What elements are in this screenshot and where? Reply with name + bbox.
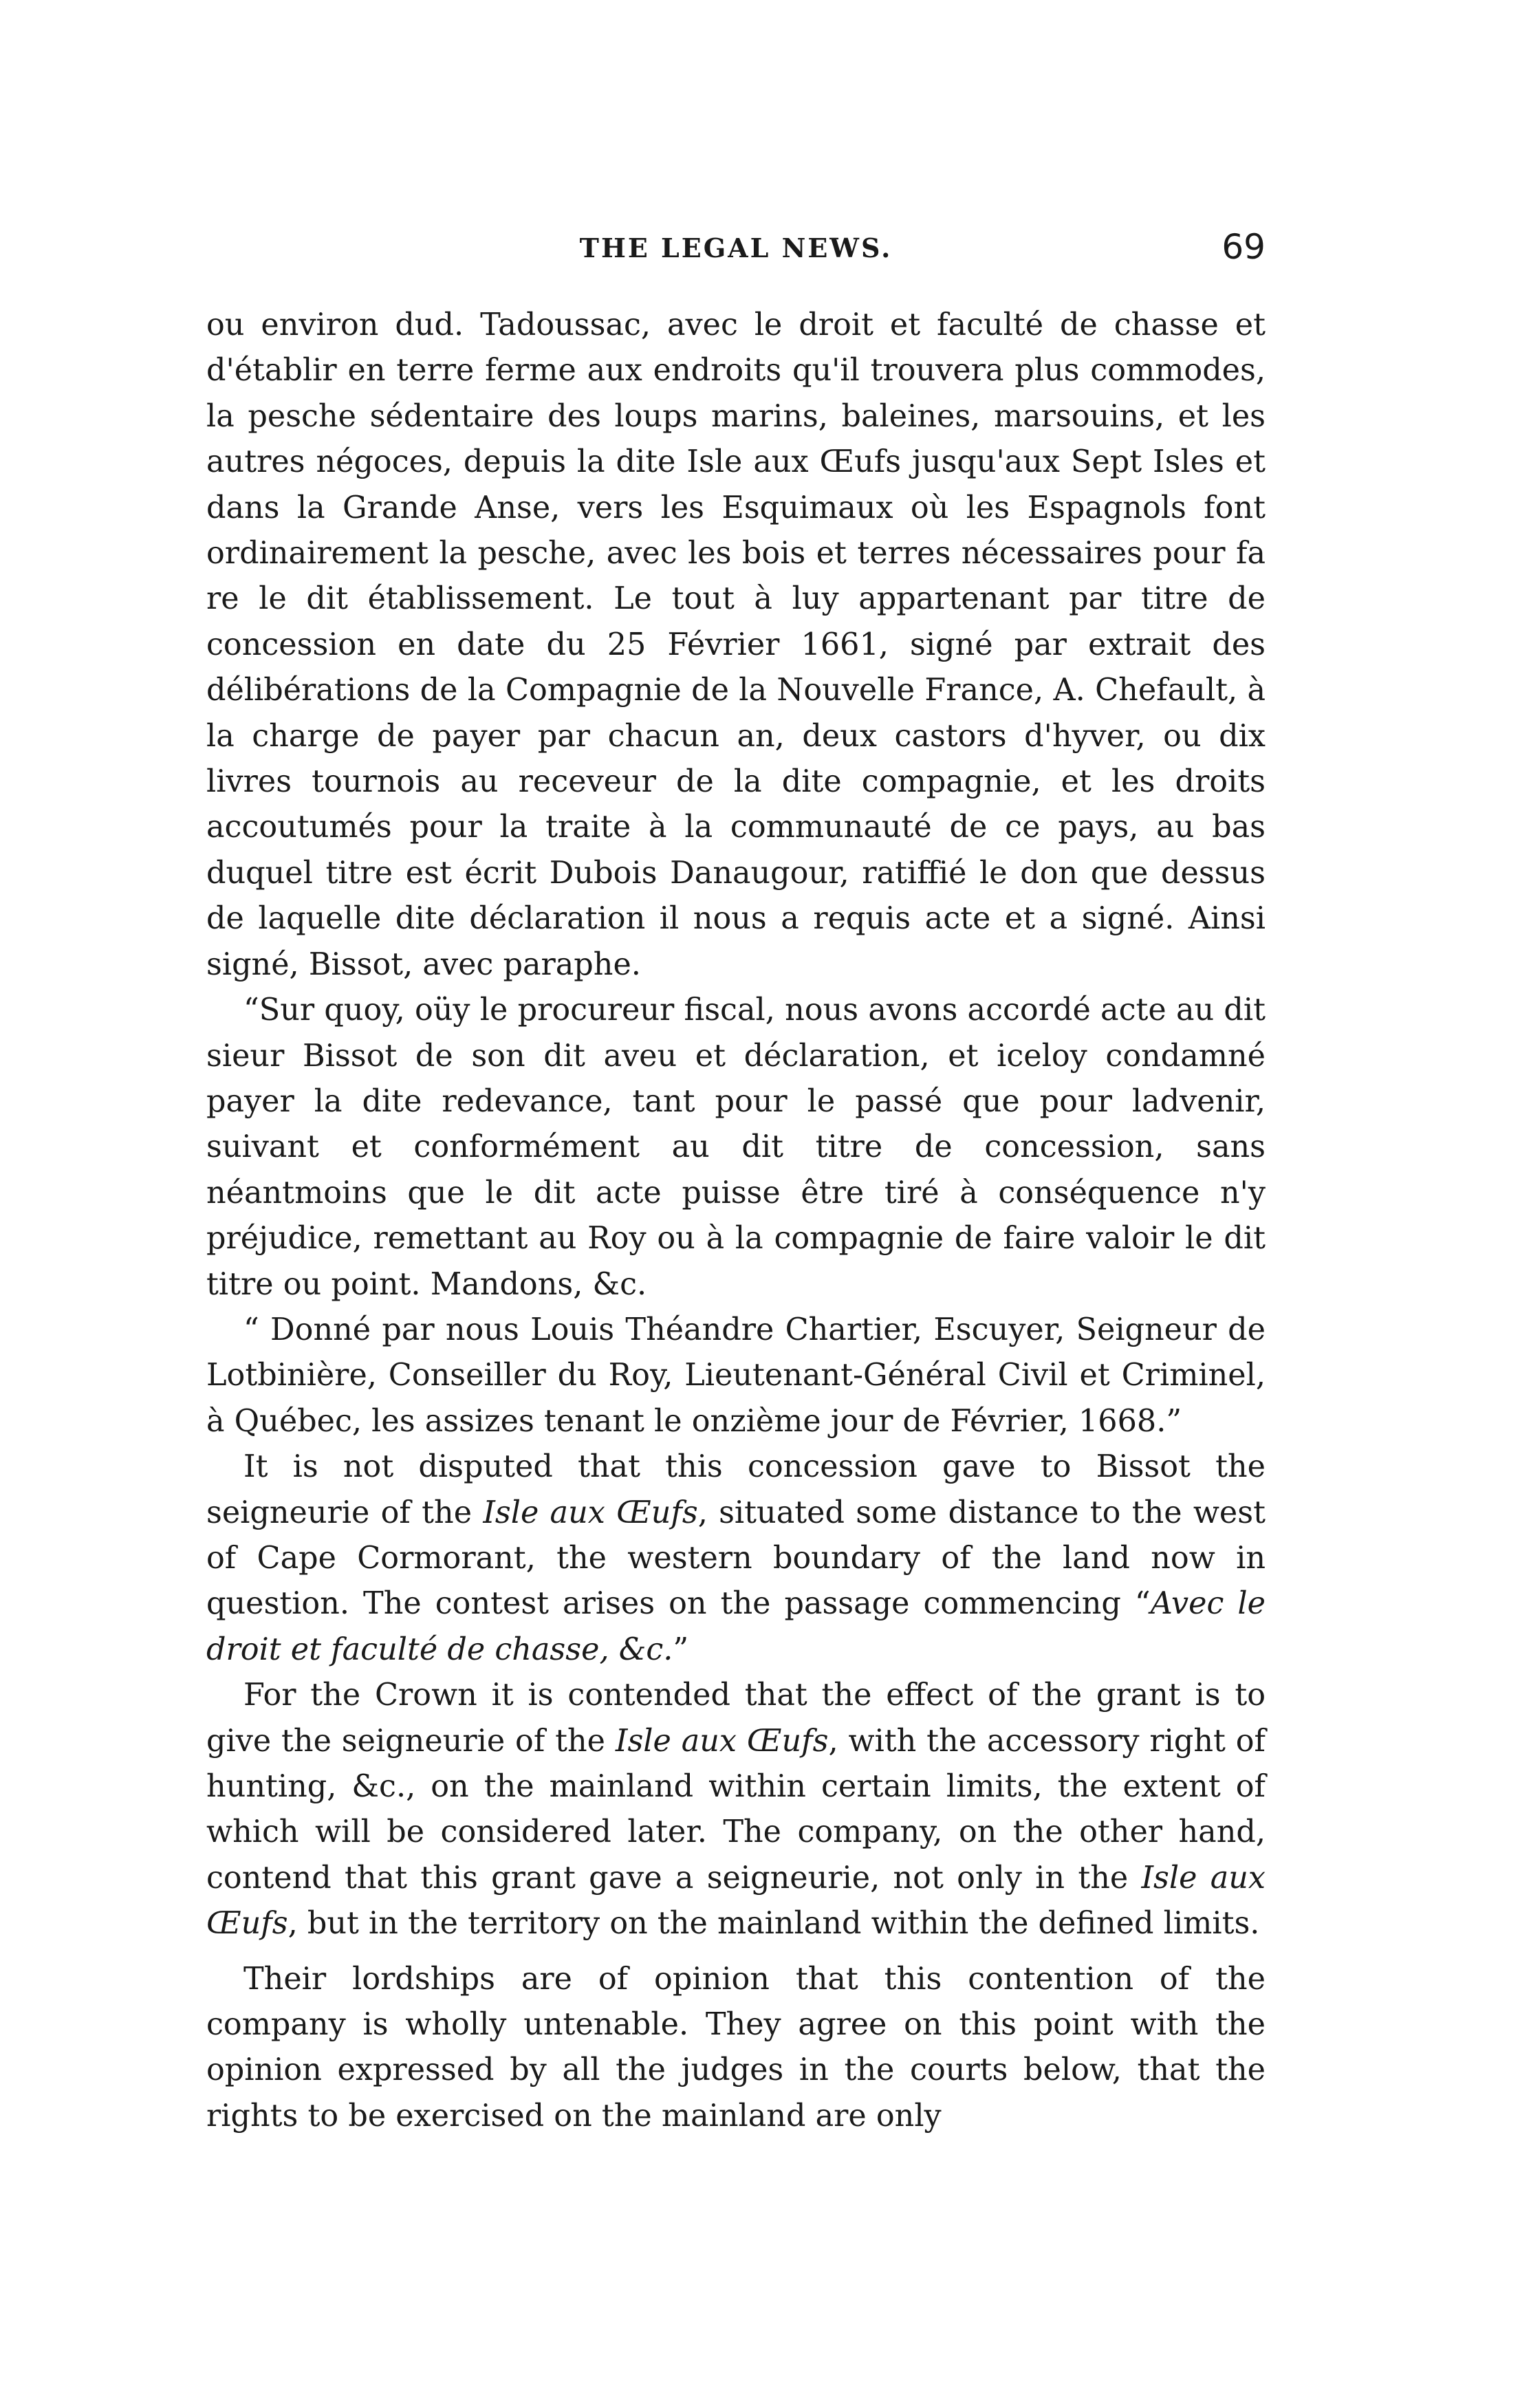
italic-text-run: Avec le droit et faculté de chasse, &c. <box>206 1586 1266 1667</box>
paragraph <box>206 1673 1266 1946</box>
document-page <box>206 227 1266 2139</box>
italic-text-run: Isle aux Œufs <box>615 1723 829 1759</box>
page-header <box>206 227 1266 275</box>
italic-text-run: Isle aux Œufs <box>483 1495 698 1530</box>
paragraph <box>206 303 1266 988</box>
page-number: 69 <box>1222 227 1266 267</box>
text-run: Their lordships are of opinion that this contention of the company is wholly untenable. They agree on this point with the opinion expressed by all the judges in the courts below, that the rights to be exercised on the mainland are only <box>206 1961 1266 2134</box>
text-run: “ Donné par nous Louis Théandre Chartier, Escuyer, Seigneur de Lotbinière, Conseiller du Roy, Lieutenant-Général Civil et Criminel, à Québec, les assizes tenant le onzième jour de Février, 1668.” <box>206 1312 1266 1439</box>
paragraph <box>206 1957 1266 2140</box>
paragraph <box>206 988 1266 1308</box>
text-run: ou environ dud. Tadoussac, avec le droit et faculté de chasse et d'établir en terre ferme aux endroits qu'il trouvera plus commodes, la pesche sédentaire des loups marins, baleines, marsouins, et les autres négoces, depuis la dite Isle aux Œufs jusqu'aux Sept Isles et dans la Grande Anse, vers les Esquimaux où les Espagnols font ordinairement la pesche, avec les bois et terres nécessaires pour fa re le dit établissement. Le tout à luy appartenant par titre de concession en date du 25 Février 1661, signé par extrait des délibérations de la Compagnie de la Nouvelle France, A. Chefault, à la charge de payer par chacun an, deux castors d'hyver, ou dix livres tournois au receveur de la dite compagnie, et les droits accoutumés pour la traite à la communauté de ce pays, au bas duquel titre est écrit Dubois Danaugour, ratiffié le don que dessus de laquelle dite déclaration il nous a requis acte et a signé. Ainsi signé, Bissot, avec paraphe. <box>206 307 1266 982</box>
paragraph <box>206 1444 1266 1673</box>
italic-text-run: Isle aux Œufs <box>206 1860 1266 1942</box>
text-run: “Sur quoy, oüy le procureur fiscal, nous avons accordé acte au dit sieur Bissot de son dit aveu et déclaration, et iceloy condamné payer la dite redevance, tant pour le passé que pour ladvenir, suivant et conformément au dit titre de concession, sans néantmoins que le dit acte puisse être tiré à conséquence n'y préjudice, remettant au Roy ou à la compagnie de faire valoir le dit titre ou point. Mandons, &c. <box>206 993 1266 1302</box>
text-run: , but in the territory on the mainland within the defined limits. <box>287 1906 1260 1942</box>
text-run: It is not disputed that this concession gave to Bissot the seigneurie of the <box>206 1449 1266 1530</box>
running-title: THE LEGAL NEWS. <box>579 232 893 263</box>
text-run: For the Crown it is contended that the effect of the grant is to give the seigneurie of the <box>206 1678 1266 1759</box>
text-run: , situated some distance to the west of Cape Cormorant, the western boundary of the land now in question. The contest arises on the passage commencing “ <box>206 1495 1266 1622</box>
text-run: ” <box>673 1631 689 1667</box>
text-run: , with the accessory right of hunting, &c., on the mainland within certain limits, the extent of which will be considered later. The company, on the other hand, contend that this grant gave a seigneurie, not only in the <box>206 1723 1266 1896</box>
paragraph <box>206 1308 1266 1444</box>
body-text <box>206 303 1266 2139</box>
